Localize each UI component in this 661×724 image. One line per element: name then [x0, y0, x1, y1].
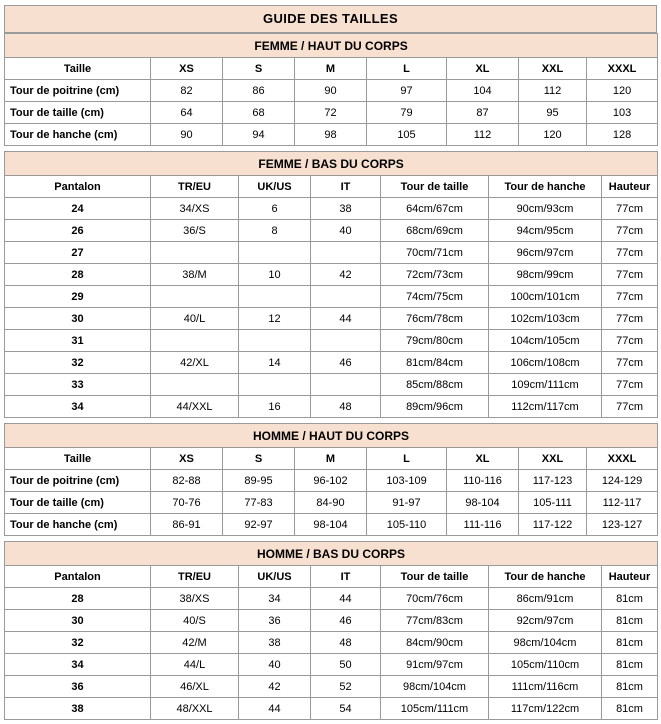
row-label: Tour de hanche (cm) [5, 514, 151, 536]
cell: 40/S [151, 610, 239, 632]
cell: 120 [587, 80, 658, 102]
cell: 111-116 [447, 514, 519, 536]
table-row [5, 308, 658, 330]
cell: 77cm [602, 396, 658, 418]
row-label: 24 [5, 198, 151, 220]
row-label: 33 [5, 374, 151, 396]
cell: 40 [239, 654, 311, 676]
cell: 14 [239, 352, 311, 374]
cell: 96cm/97cm [489, 242, 602, 264]
cell [151, 286, 239, 308]
table-row [5, 102, 658, 124]
cell: 117-123 [519, 470, 587, 492]
cell: 44/XXL [151, 396, 239, 418]
cell: 81cm [602, 588, 658, 610]
table-row [5, 124, 658, 146]
cell: 42 [311, 264, 381, 286]
cell [311, 242, 381, 264]
cell: 98-104 [295, 514, 367, 536]
homme-bas-header-row [5, 566, 658, 588]
table-row [5, 396, 658, 418]
cell: 112cm/117cm [489, 396, 602, 418]
cell: 94 [223, 124, 295, 146]
cell: 36 [239, 610, 311, 632]
cell: 82 [151, 80, 223, 102]
column-header: XS [151, 58, 223, 80]
cell: 105cm/110cm [489, 654, 602, 676]
row-label: Tour de poitrine (cm) [5, 80, 151, 102]
cell: 77cm [602, 220, 658, 242]
column-header: Taille [5, 58, 151, 80]
section-heading-femme-bas [5, 152, 658, 176]
cell: 77-83 [223, 492, 295, 514]
cell: 50 [311, 654, 381, 676]
homme-bas-body [5, 542, 658, 720]
cell: 77cm [602, 308, 658, 330]
cell: 64cm/67cm [381, 198, 489, 220]
cell: 70-76 [151, 492, 223, 514]
cell: 110-116 [447, 470, 519, 492]
femme-haut-header-row [5, 58, 658, 80]
cell: 92cm/97cm [489, 610, 602, 632]
table-femme-haut [4, 33, 658, 146]
column-header: XXL [519, 58, 587, 80]
column-header: Hauteur [602, 176, 658, 198]
cell [239, 286, 311, 308]
cell: 94cm/95cm [489, 220, 602, 242]
cell: 111cm/116cm [489, 676, 602, 698]
cell: 100cm/101cm [489, 286, 602, 308]
cell: 124-129 [587, 470, 658, 492]
homme-haut-body [5, 424, 658, 536]
femme-bas-body [5, 152, 658, 418]
column-header: XXXL [587, 58, 658, 80]
table-row [5, 330, 658, 352]
table-homme-haut [4, 423, 658, 536]
section-heading-label: FEMME / BAS DU CORPS [5, 152, 658, 176]
cell: 38 [239, 632, 311, 654]
column-header: M [295, 448, 367, 470]
table-row [5, 264, 658, 286]
cell: 98cm/104cm [381, 676, 489, 698]
cell: 90cm/93cm [489, 198, 602, 220]
section-heading-femme-haut [5, 34, 658, 58]
row-label: 30 [5, 308, 151, 330]
page-title: GUIDE DES TAILLES [5, 6, 657, 33]
title-table [4, 5, 657, 33]
cell: 77cm [602, 198, 658, 220]
cell: 120 [519, 124, 587, 146]
column-header: Tour de hanche [489, 566, 602, 588]
section-heading-homme-haut [5, 424, 658, 448]
row-label: 30 [5, 610, 151, 632]
cell [311, 374, 381, 396]
cell: 90 [295, 80, 367, 102]
cell: 79cm/80cm [381, 330, 489, 352]
column-header: S [223, 448, 295, 470]
column-header: Pantalon [5, 176, 151, 198]
row-label: 28 [5, 588, 151, 610]
cell [239, 242, 311, 264]
column-header: XL [447, 448, 519, 470]
cell: 103 [587, 102, 658, 124]
homme-haut-header-row [5, 448, 658, 470]
column-header: XXXL [587, 448, 658, 470]
table-row [5, 654, 658, 676]
row-label: 31 [5, 330, 151, 352]
column-header: IT [311, 176, 381, 198]
cell: 81cm [602, 698, 658, 720]
cell: 68cm/69cm [381, 220, 489, 242]
row-label: 32 [5, 632, 151, 654]
column-header: L [367, 448, 447, 470]
cell: 106cm/108cm [489, 352, 602, 374]
cell: 34 [239, 588, 311, 610]
section-heading-label: HOMME / HAUT DU CORPS [5, 424, 658, 448]
column-header: XXL [519, 448, 587, 470]
row-label: Tour de hanche (cm) [5, 124, 151, 146]
table-row [5, 698, 658, 720]
cell: 46 [311, 352, 381, 374]
cell: 70cm/71cm [381, 242, 489, 264]
column-header: XS [151, 448, 223, 470]
row-label: 28 [5, 264, 151, 286]
column-header: M [295, 58, 367, 80]
column-header: S [223, 58, 295, 80]
row-label: Tour de taille (cm) [5, 102, 151, 124]
cell: 81cm [602, 632, 658, 654]
cell: 77cm [602, 374, 658, 396]
section-heading-label: FEMME / HAUT DU CORPS [5, 34, 658, 58]
row-label: 29 [5, 286, 151, 308]
cell: 77cm [602, 330, 658, 352]
cell [151, 242, 239, 264]
column-header: Taille [5, 448, 151, 470]
femme-haut-body [5, 34, 658, 146]
cell [311, 286, 381, 308]
cell: 98-104 [447, 492, 519, 514]
cell: 92-97 [223, 514, 295, 536]
column-header: TR/EU [151, 176, 239, 198]
cell: 42/M [151, 632, 239, 654]
cell: 42/XL [151, 352, 239, 374]
cell: 86cm/91cm [489, 588, 602, 610]
document-title-row [5, 6, 657, 33]
table-row [5, 514, 658, 536]
table-row [5, 632, 658, 654]
cell: 112 [519, 80, 587, 102]
section-heading-label: HOMME / BAS DU CORPS [5, 542, 658, 566]
cell: 8 [239, 220, 311, 242]
cell: 84cm/90cm [381, 632, 489, 654]
cell: 77cm [602, 264, 658, 286]
table-row [5, 374, 658, 396]
table-row [5, 286, 658, 308]
cell: 112-117 [587, 492, 658, 514]
column-header: Tour de taille [381, 566, 489, 588]
cell: 6 [239, 198, 311, 220]
cell: 38/M [151, 264, 239, 286]
column-header: L [367, 58, 447, 80]
cell: 117cm/122cm [489, 698, 602, 720]
row-label: 38 [5, 698, 151, 720]
cell: 72cm/73cm [381, 264, 489, 286]
cell: 97 [367, 80, 447, 102]
cell: 52 [311, 676, 381, 698]
cell: 105-110 [367, 514, 447, 536]
cell: 12 [239, 308, 311, 330]
cell: 98cm/99cm [489, 264, 602, 286]
table-row [5, 352, 658, 374]
table-femme-bas [4, 151, 658, 418]
cell: 77cm [602, 352, 658, 374]
cell [311, 330, 381, 352]
cell: 40 [311, 220, 381, 242]
cell: 64 [151, 102, 223, 124]
cell: 95 [519, 102, 587, 124]
cell: 46/XL [151, 676, 239, 698]
cell: 42 [239, 676, 311, 698]
cell: 48 [311, 396, 381, 418]
cell [151, 330, 239, 352]
cell: 103-109 [367, 470, 447, 492]
row-label: 26 [5, 220, 151, 242]
cell: 123-127 [587, 514, 658, 536]
column-header: IT [311, 566, 381, 588]
cell: 86 [223, 80, 295, 102]
table-row [5, 492, 658, 514]
cell: 44 [311, 308, 381, 330]
table-row [5, 610, 658, 632]
cell: 109cm/111cm [489, 374, 602, 396]
row-label: Tour de taille (cm) [5, 492, 151, 514]
cell: 40/L [151, 308, 239, 330]
table-row [5, 676, 658, 698]
cell [239, 330, 311, 352]
femme-bas-header-row [5, 176, 658, 198]
table-row [5, 588, 658, 610]
row-label: 34 [5, 396, 151, 418]
column-header: Tour de hanche [489, 176, 602, 198]
cell: 10 [239, 264, 311, 286]
cell: 104 [447, 80, 519, 102]
cell: 102cm/103cm [489, 308, 602, 330]
cell: 77cm [602, 242, 658, 264]
column-header: TR/EU [151, 566, 239, 588]
cell: 74cm/75cm [381, 286, 489, 308]
table-row [5, 80, 658, 102]
cell: 77cm/83cm [381, 610, 489, 632]
cell: 54 [311, 698, 381, 720]
cell: 90 [151, 124, 223, 146]
cell: 81cm [602, 654, 658, 676]
cell: 84-90 [295, 492, 367, 514]
column-header: Pantalon [5, 566, 151, 588]
cell: 44/L [151, 654, 239, 676]
cell: 68 [223, 102, 295, 124]
table-row [5, 470, 658, 492]
cell: 98cm/104cm [489, 632, 602, 654]
row-label: 32 [5, 352, 151, 374]
column-header: Tour de taille [381, 176, 489, 198]
table-homme-bas [4, 541, 658, 720]
cell: 98 [295, 124, 367, 146]
table-row [5, 220, 658, 242]
cell: 117-122 [519, 514, 587, 536]
cell: 105 [367, 124, 447, 146]
cell: 81cm/84cm [381, 352, 489, 374]
cell: 72 [295, 102, 367, 124]
cell: 128 [587, 124, 658, 146]
cell: 89cm/96cm [381, 396, 489, 418]
cell: 77cm [602, 286, 658, 308]
cell: 105cm/111cm [381, 698, 489, 720]
row-label: 34 [5, 654, 151, 676]
cell: 36/S [151, 220, 239, 242]
cell: 96-102 [295, 470, 367, 492]
cell: 87 [447, 102, 519, 124]
cell [239, 374, 311, 396]
cell: 86-91 [151, 514, 223, 536]
cell: 38 [311, 198, 381, 220]
row-label: 36 [5, 676, 151, 698]
cell: 16 [239, 396, 311, 418]
cell: 81cm [602, 676, 658, 698]
table-row [5, 198, 658, 220]
cell [151, 374, 239, 396]
cell: 89-95 [223, 470, 295, 492]
cell: 91cm/97cm [381, 654, 489, 676]
cell: 79 [367, 102, 447, 124]
column-header: UK/US [239, 176, 311, 198]
cell: 104cm/105cm [489, 330, 602, 352]
row-label: 27 [5, 242, 151, 264]
cell: 85cm/88cm [381, 374, 489, 396]
cell: 38/XS [151, 588, 239, 610]
section-heading-homme-bas [5, 542, 658, 566]
cell: 76cm/78cm [381, 308, 489, 330]
column-header: Hauteur [602, 566, 658, 588]
cell: 46 [311, 610, 381, 632]
row-label: Tour de poitrine (cm) [5, 470, 151, 492]
column-header: XL [447, 58, 519, 80]
cell: 105-111 [519, 492, 587, 514]
column-header: UK/US [239, 566, 311, 588]
cell: 34/XS [151, 198, 239, 220]
cell: 70cm/76cm [381, 588, 489, 610]
cell: 48 [311, 632, 381, 654]
cell: 112 [447, 124, 519, 146]
cell: 81cm [602, 610, 658, 632]
cell: 48/XXL [151, 698, 239, 720]
table-row [5, 242, 658, 264]
cell: 44 [239, 698, 311, 720]
cell: 82-88 [151, 470, 223, 492]
cell: 44 [311, 588, 381, 610]
cell: 91-97 [367, 492, 447, 514]
